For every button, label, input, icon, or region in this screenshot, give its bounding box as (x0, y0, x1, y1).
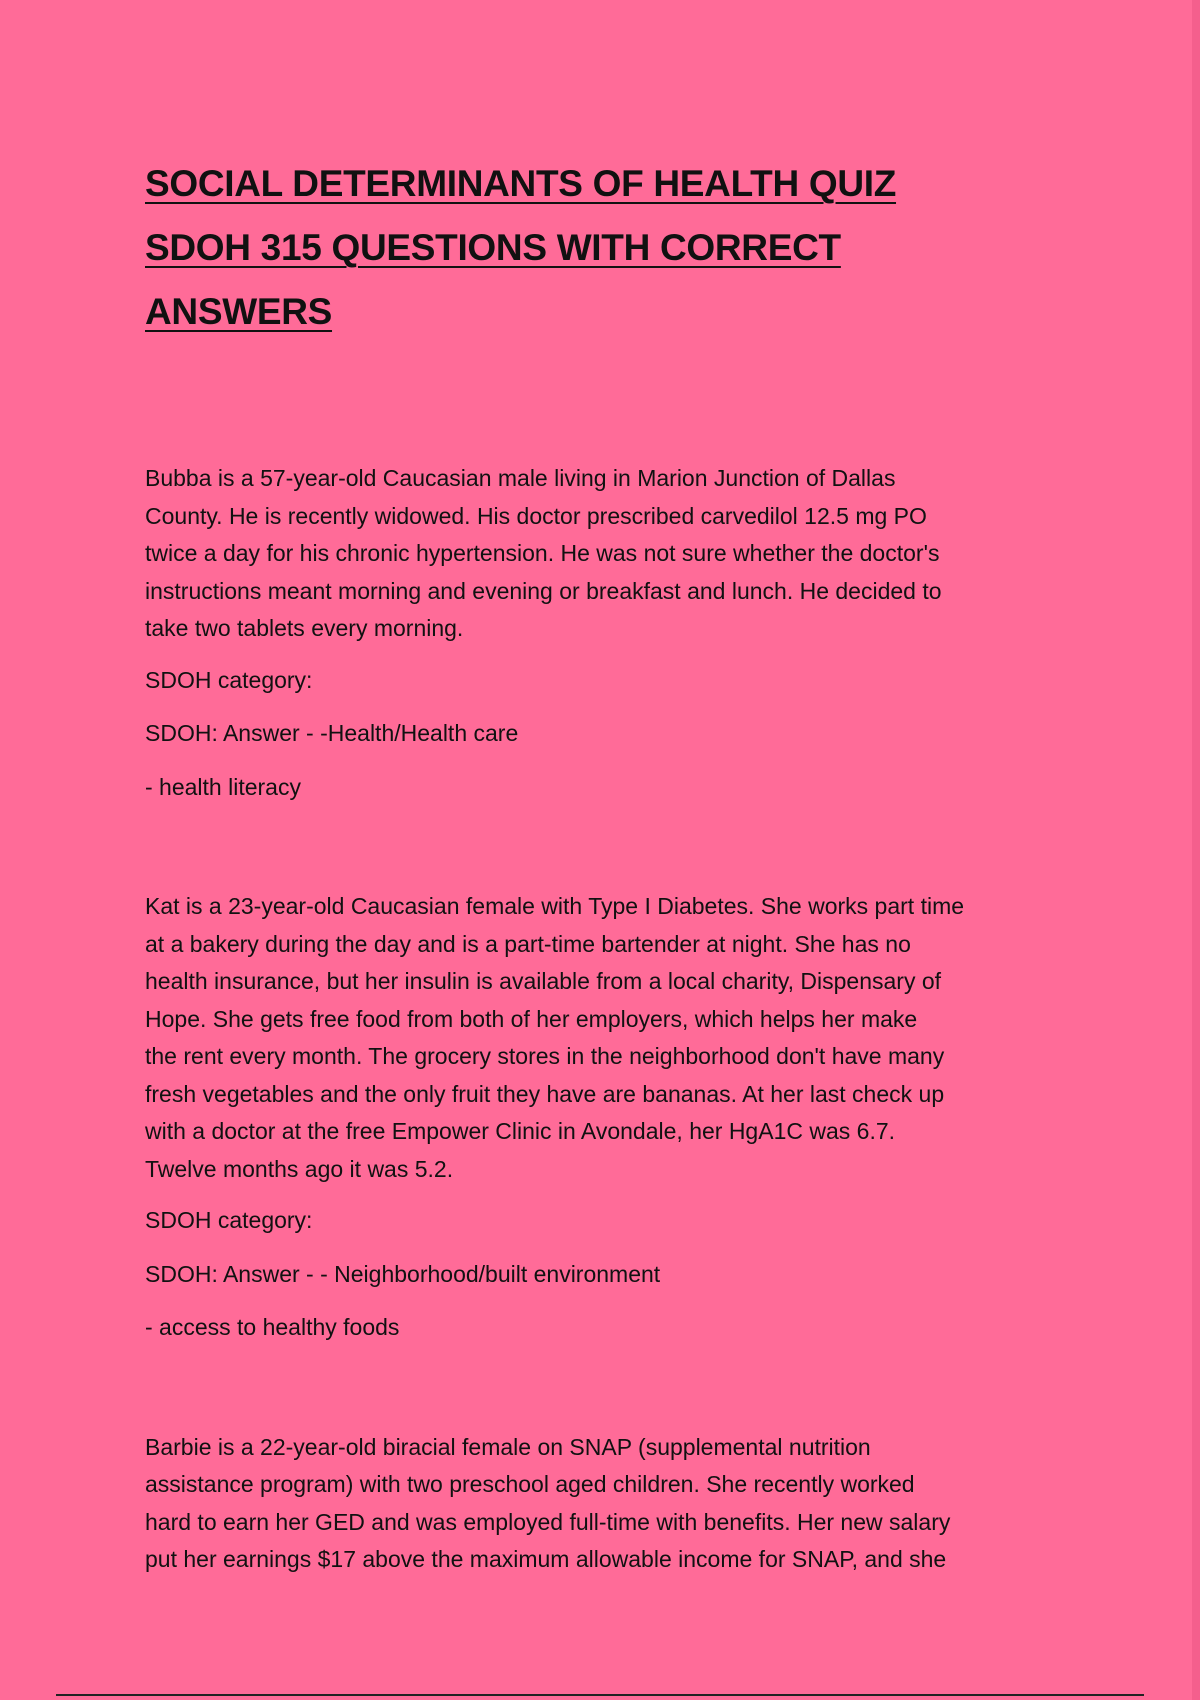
question-scenario (145, 1429, 1075, 1579)
scenario-line: twice a day for his chronic hypertension. He was not sure whether the doctor's (145, 540, 940, 566)
scenario-line: hard to earn her GED and was employed full-time with benefits. Her new salary (145, 1508, 951, 1535)
question-scenario (145, 888, 1075, 1188)
scenario-line: put her earnings $17 above the maximum allowable income for SNAP, and she (145, 1546, 947, 1572)
document-title (145, 152, 1025, 344)
sdoh-category-label: SDOH category: (145, 666, 313, 693)
page-bottom-rule (56, 1694, 1144, 1696)
document-body (145, 460, 1075, 1579)
sdoh-category-label: SDOH category: (145, 1207, 313, 1233)
sdoh-answer: SDOH: Answer - - Neighborhood/built environment (145, 1260, 661, 1287)
scenario-line: take two tablets every morning. (145, 615, 464, 641)
question-block-1 (145, 460, 1075, 806)
sdoh-answer-detail: - access to healthy foods (145, 1314, 400, 1340)
title-line: SOCIAL DETERMINANTS OF HEALTH QUIZ (145, 163, 897, 204)
scenario-line: County. He is recently widowed. His doctor prescribed carvedilol 12.5 mg PO (145, 502, 927, 529)
scenario-line: with a doctor at the free Empower Clinic in Avondale, her HgA1C was 6.7. (145, 1118, 896, 1144)
scenario-line: Twelve months ago it was 5.2. (145, 1155, 454, 1182)
scenario-line: fresh vegetables and the only fruit they have are bananas. At her last check up (145, 1080, 945, 1107)
question-block-3 (145, 1429, 1075, 1579)
question-scenario (145, 460, 1075, 648)
scenario-line: at a bakery during the day and is a part-time bartender at night. She has no (145, 930, 911, 957)
page-edge-shade (1192, 0, 1200, 1700)
sdoh-answer-detail: - health literacy (145, 773, 301, 800)
scenario-line: health insurance, but her insulin is available from a local charity, Dispensary of (145, 968, 942, 994)
scenario-line: Hope. She gets free food from both of her employers, which helps her make (145, 1005, 918, 1032)
scenario-line: Kat is a 23-year-old Caucasian female with Type I Diabetes. She works part time (145, 893, 965, 919)
title-line: SDOH 315 QUESTIONS WITH CORRECT (145, 227, 841, 268)
scenario-line: Bubba is a 57-year-old Caucasian male living in Marion Junction of Dallas (145, 465, 896, 491)
title-line: ANSWERS (145, 291, 333, 332)
scenario-line: Barbie is a 22-year-old biracial female on SNAP (supplemental nutrition (145, 1433, 871, 1460)
sdoh-answer: SDOH: Answer - -Health/Health care (145, 720, 519, 746)
scenario-line: instructions meant morning and evening or breakfast and lunch. He decided to (145, 577, 942, 604)
scenario-line: assistance program) with two preschool aged children. She recently worked (145, 1471, 915, 1497)
paragraph-gap (145, 1347, 1075, 1429)
question-block-2 (145, 888, 1075, 1347)
scenario-line: the rent every month. The grocery stores in the neighborhood don't have many (145, 1043, 945, 1069)
paragraph-gap (145, 806, 1075, 888)
